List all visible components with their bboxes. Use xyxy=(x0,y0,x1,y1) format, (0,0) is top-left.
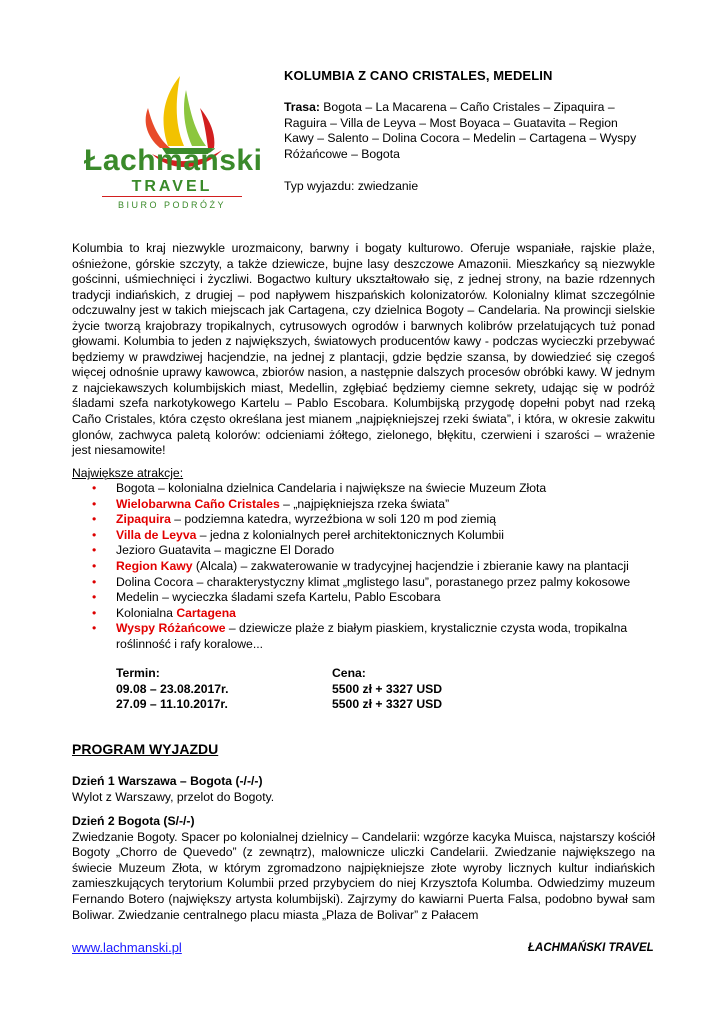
bullet-icon: • xyxy=(92,496,97,511)
attractions-heading: Największe atrakcje: xyxy=(72,466,184,480)
bullet-icon: • xyxy=(92,621,97,636)
bullet-icon: • xyxy=(92,574,97,589)
dates-label: Termin: xyxy=(116,666,160,680)
attraction-text: Medelin – wycieczka śladami szefa Kartelu, Pablo Escobara xyxy=(116,590,441,605)
attraction-item xyxy=(88,528,658,544)
attraction-item xyxy=(88,512,658,528)
intro-paragraph: Kolumbia to kraj niezwykle urozmaicony, barwny i bogaty kulturowo. Oferuje wspaniałe, rajskie plaże, ośnieżone, górskie szczyty, a także dziewicze, bujne lasy deszczowe Amazonii. Mieszkańcy są niezwykle gościnni, uśmiechnięci i życzliwi. Bogactwo kultury ukształtowało się, z jednej strony, na bazie rdzennych tradycji indiańskich, z drugiej – pod napływem hiszpańskich kolonizatorów. Kolonialny klimat szczególnie odczuwalny jest w takich miejscach jak Cartagena, czy dzielnica Bogoty – Candelaria. Na prowincji sielskie życie tworzą krajobrazy tropikalnych, cytrusowych ogrodów i barwnych kolibrów przelatujących tuż ponad głowami. Kolumbia to jeden z największych, światowych producentów kawy - podczas wycieczki przebywać będziemy w prawdziwej hacjendzie, na jednej z plantacji, gdzie będzie szansa, by dowiedzieć się czegoś więcej odnośnie uprawy kawowca, zbiorów nasion, a następnie dalszych procesów obróbki kawy. W jednym z najciekawszych kolumbijskich miast, Medellin, zgłębiać będziemy ciemne sekrety, udając się w podróż śladami szefa narkotykowego Kartelu – Pablo Escobara. Kolumbijską przygodę dopełni pobyt nad rzeką Caño Cristales, która często określana jest mianem „najpiękniejszej rzeki świata”, i która, w okresie zakwitu glonów, zachwyca paletą kolorów: odcieniami żółtego, zielonego, błękitu, czerwieni i szarości – wrażenie jest niesamowite! xyxy=(72,241,655,458)
logo-tagline: BIURO PODRÓŻY xyxy=(117,200,226,210)
bullet-icon: • xyxy=(92,527,97,542)
logo-brand-name: Łachmański xyxy=(84,144,263,177)
price-label: Cena: xyxy=(332,666,366,680)
attraction-highlight: Wielobarwna Caño Cristales xyxy=(116,496,280,511)
attraction-item xyxy=(88,559,658,575)
bullet-icon: • xyxy=(92,481,97,495)
day-text: Zwiedzanie Bogoty. Spacer po kolonialnej dzielnicy – Candelarii: wzgórze kacyka Muisca, najstarszy kościół Bogoty „Chorro de Quevedo” (z zewnątrz), malownicze uliczki Candelarii. Zwiedzanie największego na świecie Muzeum Złota, w którym zgromadzono najpiękniejsze złote wyroby licznych kultur indiańskich zamieszkujących terytorium Kolumbii przed przybyciem do niej Krzysztofa Kolumba. Odwiedzimy muzeum Fernando Botero (największy artysta kolumbijski). Zajrzymy do kawiarni Puerta Falsa, podobno bywał sam Boliwar. Zwiedzanie centralnego placu miasta „Plaza de Bolivar” z Pałacem xyxy=(72,829,655,922)
page-title: KOLUMBIA Z CANO CRISTALES, MEDELIN xyxy=(284,68,553,83)
program-day xyxy=(72,814,655,923)
dates-block xyxy=(116,666,229,713)
attraction-item xyxy=(88,543,658,559)
logo-brand-sub: TRAVEL xyxy=(131,178,213,195)
day-text: Wylot z Warszawy, przelot do Bogoty. xyxy=(72,789,275,804)
attraction-item xyxy=(88,621,658,652)
attraction-text: Bogota – kolonialna dzielnica Candelaria i największe na świecie Muzeum Złota xyxy=(116,481,547,495)
attraction-highlight: Cartagena xyxy=(176,605,236,620)
route-label: Trasa: xyxy=(284,100,320,114)
attraction-text: Kolonialna xyxy=(116,605,177,620)
attractions-list xyxy=(88,481,658,653)
attraction-text: Dolina Cocora – charakterystyczny klimat „mglistego lasu”, porastanego przez palmy kokosowe xyxy=(116,574,631,589)
day-title: Dzień 2 Bogota (S/-/-) xyxy=(72,814,195,828)
attraction-text: (Alcala) – zakwaterowanie w tradycyjnej hacjendzie i zbieranie kawy na plantacji xyxy=(192,558,629,573)
trip-type: Typ wyjazdu: zwiedzanie xyxy=(284,179,419,193)
attraction-text: – dziewicze plaże z białym piaskiem, krystalicznie czysta woda, tropikalna roślinność i rafy koralowe... xyxy=(116,621,628,651)
attraction-text: – jedna z kolonialnych pereł architektonicznych Kolumbii xyxy=(196,527,504,542)
price-item: 5500 zł + 3327 USD xyxy=(332,681,443,696)
program-heading: PROGRAM WYJAZDU xyxy=(72,741,219,757)
date-item: 09.08 – 23.08.2017r. xyxy=(116,681,229,696)
bullet-icon: • xyxy=(92,543,97,558)
attraction-highlight: Villa de Leyva xyxy=(116,527,197,542)
date-item: 27.09 – 11.10.2017r. xyxy=(116,697,228,712)
website-link[interactable]: www.lachmanski.pl xyxy=(72,940,182,955)
route-description xyxy=(284,100,644,162)
bullet-icon: • xyxy=(92,590,97,605)
attraction-highlight: Region Kawy xyxy=(116,558,193,573)
prices-block xyxy=(332,666,442,713)
attraction-text: Jezioro Guatavita – magiczne El Dorado xyxy=(116,543,335,558)
attraction-item xyxy=(88,590,658,606)
attraction-highlight: Zipaquira xyxy=(116,512,171,527)
attraction-item xyxy=(88,481,658,497)
attraction-item xyxy=(88,497,658,513)
route-text: Bogota – La Macarena – Caño Cristales – Zipaquira – Raguira – Villa de Leyva – Most Boyaca – Guatavita – Region Kawy – Salento – Dolina Cocora – Medelin – Cartagena – Wyspy Różańcowe – Bogota xyxy=(284,100,637,161)
bullet-icon: • xyxy=(92,605,97,620)
bullet-icon: • xyxy=(92,558,97,573)
footer-brand: ŁACHMAŃSKI TRAVEL xyxy=(528,942,654,954)
logo-divider xyxy=(102,196,242,197)
attraction-highlight: Wyspy Różańcowe xyxy=(116,621,226,636)
bullet-icon: • xyxy=(92,512,97,527)
attraction-item xyxy=(88,575,658,591)
attraction-text: – „najpiękniejsza rzeka świata” xyxy=(279,496,450,511)
day-title: Dzień 1 Warszawa – Bogota (-/-/-) xyxy=(72,774,263,788)
program-day xyxy=(72,774,655,805)
attraction-item xyxy=(88,606,658,622)
company-logo xyxy=(82,68,262,218)
attraction-text: – podziemna katedra, wyrzeźbiona w soli 120 m pod ziemią xyxy=(170,512,497,527)
price-item: 5500 zł + 3327 USD xyxy=(332,697,443,712)
